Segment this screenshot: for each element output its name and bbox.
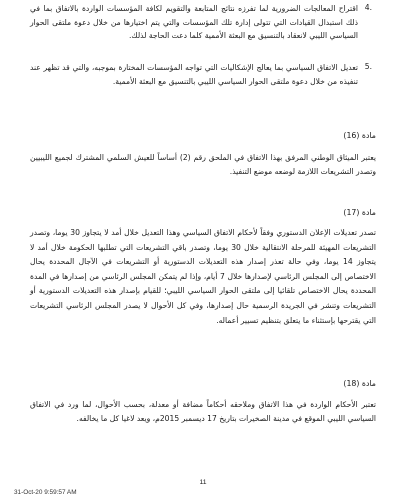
article-heading: مادة (17): [343, 208, 376, 217]
page-number: 11: [199, 479, 207, 486]
article-heading: مادة (16): [343, 131, 376, 140]
article-text: تصدر تعديلات الإعلان الدستوري وفقاً لأحكام الاتفاق السياسي وهذا التعديل خلال أمد لا يتجاوز 30 يوما، وتصدر التشريعات المهيئة للمرحلة الانتقالية خلال 30 يوما، وتصدر باقي التشريعات التي تطلبها الحكومة خلال أمد لا يتجاوز 14 يوما، وفي حالة تعذر إصدار هذه التعديلات الدستورية أو التشريعات في الآجال المحددة يحال الاختصاص إلى المجلس الرئاسي لإصدارها خلال 7 أيام، وإذا لم يتمكن المجلس الرئاسي من إصدارها في المدة المحددة يحال الاختصاص تلقائيا إلى ملتقى الحوار السياسي الليبي؛ للقيام بإصدار هذه التعديلات الدستورية أو التشريعات وتنشر في الجريدة الرسمية حال إصدارها، وفي كل الأحوال لا يصدر المجلس الرئاسي التشريعات التي يقترحها بإستثناء ما يتعلق بتنظيم تسيير أعماله.: [30, 228, 376, 325]
article-text: تعتبر الأحكام الواردة في هذا الاتفاق وملاحقه أحكاماً مضافة أو معدلة، بحسب الأحوال، لما ورد في الاتفاق السياسي الليبي الموقع في مدينة الصخيرات بتاريخ 17 ديسمبر 2015م، ويعد لاغيا كل ما يخالفه.: [30, 400, 376, 424]
print-timestamp: 31-Oct-20 9:59:57 AM: [14, 489, 77, 496]
item-text: تعديل الاتفاق السياسي بما يعالج الإشكاليات التي تواجه المؤسسات المختارة بموجبه، والتي قد تظهر عند تنفيذه من خلال دعوة ملتقى الحوار السياسي الليبي بالتنسيق مع البعثة الأممية.: [30, 63, 358, 86]
item-text: اقتراح المعالجات الضرورية لما تفرزه نتائج المتابعة والتقويم لكافة المؤسسات الواردة بالاتفاق بما في ذلك استبدال القيادات التي تتولى إدارة تلك المؤسسات والتي يتم اختيارها من خلال دعوة ملتقى الحوار السياسي الليبي لانعقاد بالتنسيق مع البعثة الأممية كلما دعت الحاجة لذلك.: [30, 4, 358, 41]
article-heading: مادة (18): [343, 379, 376, 388]
item-number: 5.: [364, 62, 372, 71]
article-text: يعتبر الميثاق الوطني المرفق بهذا الاتفاق في الملحق رقم (2) أساساً للعيش السلمي المشترك لجميع الليبيين وتصدر التشريعات اللازمة لوضعه موضع التنفيذ.: [30, 153, 376, 176]
item-number: 4.: [364, 3, 372, 12]
